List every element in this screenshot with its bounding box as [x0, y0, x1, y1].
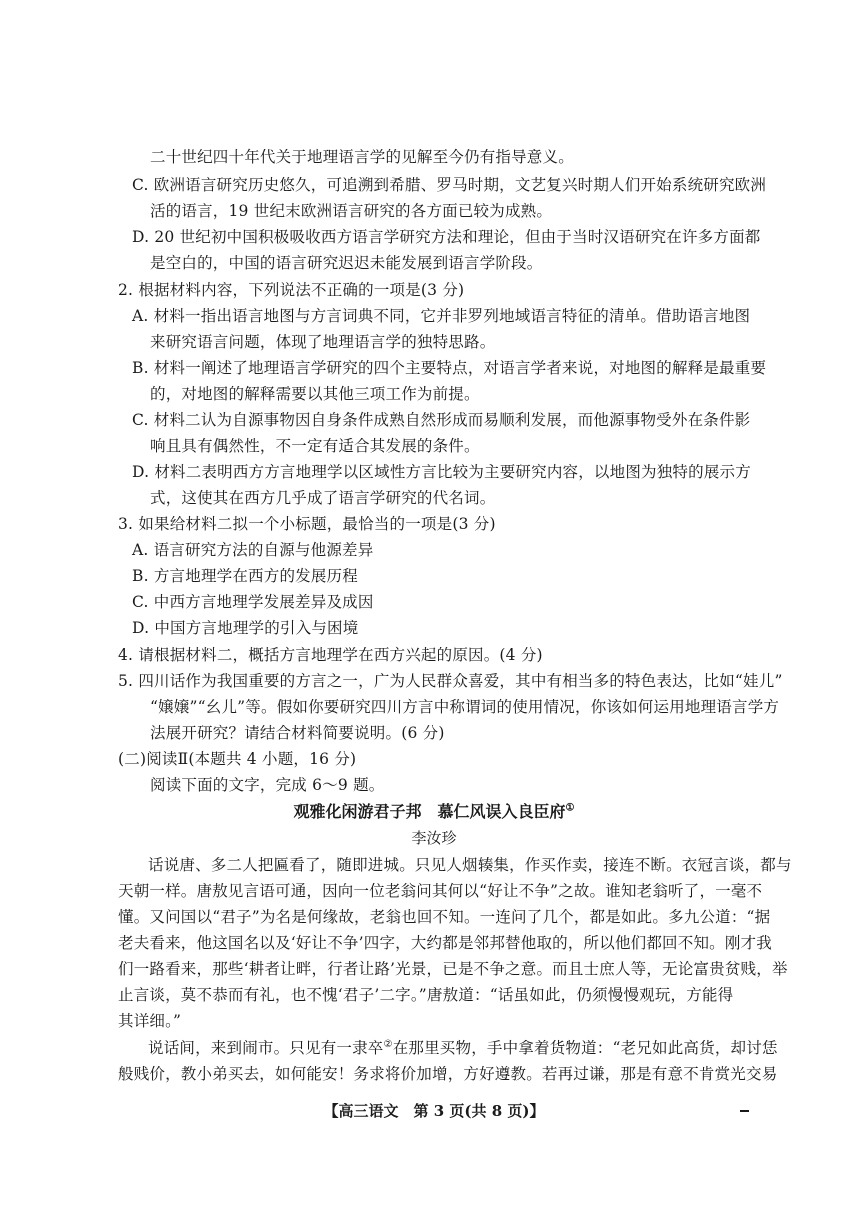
q1-option-d-continuation: 是空白的，中国的语言研究迟迟未能发展到语言学阶段。 [150, 254, 543, 272]
story-paragraph-1-line-3: 懂。又问国以“君子”为名是何缘故，老翁也回不知。一连问了几个，都是如此。多九公道：“据 [118, 908, 771, 926]
story-paragraph-2-line-2: 般贱价，教小弟买去，如何能安！务求将价加增，方好遵教。若再过谦，那是有意不肯赏光交易 [118, 1065, 778, 1083]
question-5-line-3: 法展开研究？请结合材料简要说明。(6 分) [150, 724, 445, 742]
option-b-continuation: 二十世纪四十年代关于地理语言学的见解至今仍有指导意义。 [150, 148, 574, 166]
q2-option-b-continuation: 的，对地图的解释需要以其他三项工作为前提。 [150, 385, 480, 403]
story-title-text: 观雅化闲游君子邦 慕仁风误入良臣府 [293, 802, 566, 821]
story-paragraph-1-line-7: 其详细。” [118, 1012, 182, 1030]
question-4: 4. 请根据材料二，概括方言地理学在西方兴起的原因。(4 分) [118, 646, 543, 664]
q1-option-c-continuation: 活的语言，19 世纪末欧洲语言研究的各方面已较为成熟。 [150, 202, 553, 220]
story-note-2: ② [383, 1038, 393, 1050]
q2-option-d: D. 材料二表明西方方言地理学以区域性方言比较为主要研究内容，以地图为独特的展示方 [132, 463, 751, 481]
question-5-line-2: “嬢嬢”“幺儿”等。假如你要研究四川方言中称谓词的使用情况，你该如何运用地理语言学方 [150, 698, 780, 716]
q2-option-a-continuation: 来研究语言问题，体现了地理语言学的独特思路。 [150, 333, 496, 351]
q3-option-a: A. 语言研究方法的自源与他源差异 [132, 541, 374, 559]
q3-option-b: B. 方言地理学在西方的发展历程 [132, 567, 358, 585]
story-paragraph-2-line-1 [148, 1038, 778, 1058]
story-paragraph-1-line-6: 止言谈，莫不恭而有礼，也不愧‘君子’二字。”唐敖道：“话虽如此，仍须慢慢观玩，方能得 [118, 986, 734, 1004]
q3-option-d: D. 中国方言地理学的引入与困境 [132, 619, 359, 637]
story-title-note: ① [565, 802, 575, 814]
question-5: 5. 四川话作为我国重要的方言之一，广为人民群众喜爱，其中有相当多的特色表达，比如“娃儿” [118, 672, 783, 690]
q2-option-c: C. 材料二认为自源事物因自身条件成熟自然形成而易顺利发展，而他源事物受外在条件影 [132, 411, 751, 429]
q2-option-a: A. 材料一指出语言地图与方言词典不同，它并非罗列地域语言特征的清单。借助语言地图 [132, 307, 751, 325]
q1-option-c: C. 欧洲语言研究历史悠久，可追溯到希腊、罗马时期，文艺复兴时期人们开始系统研究欧洲 [132, 176, 767, 194]
section-heading: (二)阅读Ⅱ(本题共 4 小题，16 分) [118, 750, 357, 768]
q2-option-b: B. 材料一阐述了地理语言学研究的四个主要特点，对语言学者来说，对地图的解释是最重要 [132, 359, 767, 377]
story-paragraph-1-line-1: 话说唐、多二人把匾看了，随即进城。只见人烟辏集，作买作卖，接连不断。衣冠言谈，都与 [148, 856, 792, 874]
q2-option-c-continuation: 响且具有偶然性，不一定有适合其发展的条件。 [150, 437, 480, 455]
q2-option-d-continuation: 式，这使其在西方几乎成了语言学研究的代名词。 [150, 489, 496, 507]
story-title [0, 802, 868, 822]
story-author: 李汝珍 [411, 829, 457, 847]
story-paragraph-1-line-4: 老夫看来，他这国名以及‘好让不争’四字，大约都是邻邦替他取的，所以他们都回不知。刚才我 [118, 934, 772, 952]
story-paragraph-2-line-1-start: 说话间，来到闹市。只见有一隶卒 [148, 1039, 384, 1057]
story-paragraph-1-line-2: 天朝一样。唐敖见言语可通，因向一位老翁问其何以“好让不争”之故。谁知老翁听了，一毫不 [118, 882, 763, 900]
q3-option-c: C. 中西方言地理学发展差异及成因 [132, 593, 374, 611]
q1-option-d: D. 20 世纪初中国积极吸收西方语言学研究方法和理论，但由于当时汉语研究在许多方面都 [132, 228, 761, 246]
question-2: 2. 根据材料内容，下列说法不正确的一项是(3 分) [118, 281, 465, 299]
question-3: 3. 如果给材料二拟一个小标题，最恰当的一项是(3 分) [118, 515, 496, 533]
story-paragraph-2-line-1-end: 在那里买物，手中拿着货物道：“老兄如此高货，却讨恁 [392, 1039, 778, 1057]
reading-instruction: 阅读下面的文字，完成 6～9 题。 [150, 776, 385, 794]
story-paragraph-1-line-5: 们一路看来，那些‘耕者让畔，行者让路’光景，已是不争之意。而且士庶人等，无论富贵贫贱，举 [118, 960, 788, 978]
page-footer: 【高三语文 第 3 页(共 8 页)】 [323, 1102, 545, 1120]
corner-mark [740, 1110, 749, 1112]
